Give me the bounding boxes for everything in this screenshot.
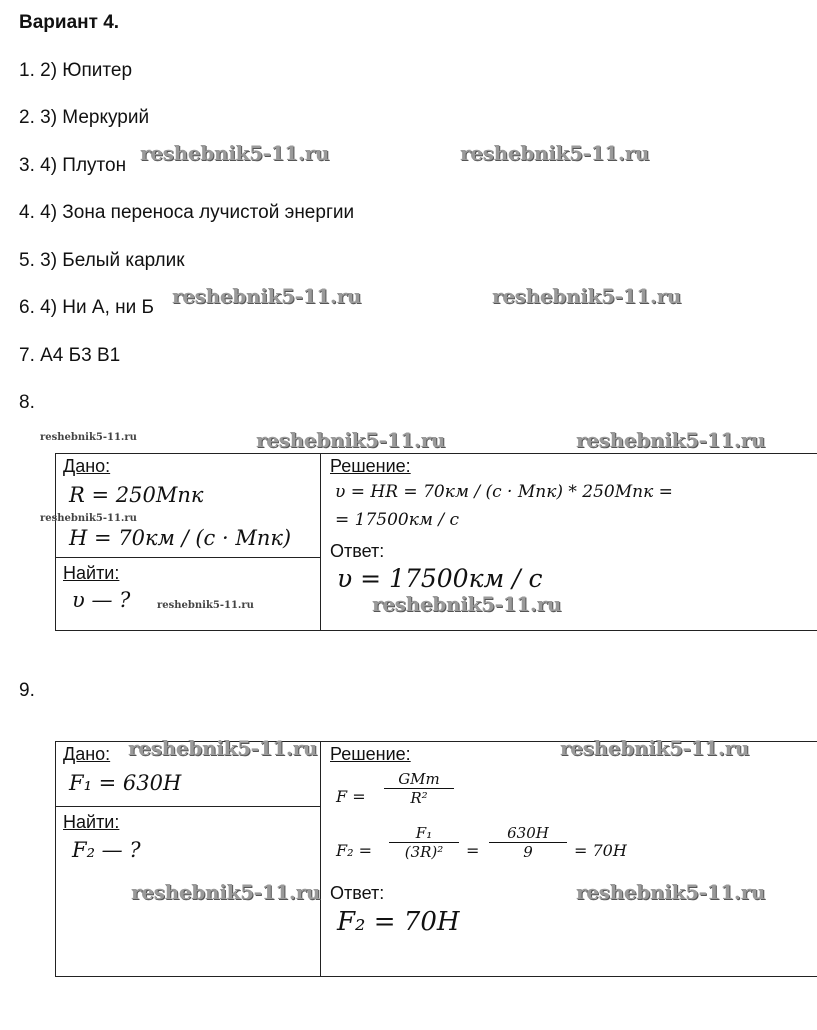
task9-formula1-fraction	[384, 770, 454, 807]
task8-answer-label: Ответ:	[330, 541, 385, 561]
answer-3: 3. 4) Плутон	[19, 155, 127, 176]
answer-7: 7. А4 Б3 В1	[19, 345, 121, 366]
answer-5: 5. 3) Белый карлик	[19, 250, 185, 271]
watermark: reshebnik5-11.ru	[131, 880, 321, 904]
task9-formula2-fraction-2	[489, 824, 567, 861]
task9-formula2-lhs: F₂ =	[336, 841, 373, 860]
task9-formula1-denominator: R²	[410, 789, 428, 807]
watermark: reshebnik5-11.ru	[576, 428, 766, 452]
task8-given-label: Дано:	[63, 456, 111, 476]
watermark: reshebnik5-11.ru	[460, 141, 650, 165]
task8-find-value: υ — ?	[72, 588, 131, 612]
watermark: reshebnik5-11.ru	[576, 880, 766, 904]
watermark: reshebnik5-11.ru	[40, 432, 137, 443]
task8-find-label: Найти:	[63, 563, 120, 583]
task9-formula2-equals: =	[466, 841, 480, 860]
task9-answer-label: Ответ:	[330, 883, 385, 903]
watermark: reshebnik5-11.ru	[372, 592, 562, 616]
task9-formula2-result: = 70H	[574, 841, 627, 860]
watermark: reshebnik5-11.ru	[492, 284, 682, 308]
task9-number: 9.	[19, 680, 35, 701]
task9-formula1-lhs: F =	[336, 787, 366, 806]
watermark: reshebnik5-11.ru	[128, 736, 318, 760]
task9-divider	[320, 741, 321, 977]
task9-find-label: Найти:	[63, 812, 120, 832]
answer-2: 2. 3) Меркурий	[19, 107, 150, 128]
task9-formula1-numerator: GMm	[398, 770, 440, 788]
watermark: reshebnik5-11.ru	[40, 513, 137, 524]
answer-1: 1. 2) Юпитер	[19, 60, 133, 81]
task9-formula2-numerator-1: F₁	[415, 824, 433, 842]
task9-formula2-numerator-2: 630H	[507, 824, 549, 842]
task9-formula2-denominator-2: 9	[523, 843, 533, 861]
task8-given-line-1: R = 250Мпк	[69, 483, 204, 507]
task8-solution-label: Решение:	[330, 456, 411, 476]
task8-divider	[320, 453, 321, 631]
answer-4: 4. 4) Зона переноса лучистой энергии	[19, 202, 355, 223]
task8-given-separator	[55, 557, 320, 558]
task9-formula2-fraction-1	[389, 824, 459, 861]
task8-number: 8.	[19, 392, 35, 413]
watermark: reshebnik5-11.ru	[140, 141, 330, 165]
task9-find-value: F₂ — ?	[72, 838, 141, 862]
task8-given-line-2: H = 70км / (c · Мпк)	[69, 526, 292, 550]
task9-solution-label: Решение:	[330, 744, 411, 764]
task9-answer-value: F₂ = 70H	[337, 907, 460, 937]
watermark: reshebnik5-11.ru	[157, 600, 254, 611]
task9-given-line: F₁ = 630H	[69, 771, 182, 795]
watermark: reshebnik5-11.ru	[560, 736, 750, 760]
task8-answer-value: υ = 17500км / c	[337, 564, 543, 593]
task9-given-separator	[55, 806, 320, 807]
watermark: reshebnik5-11.ru	[172, 284, 362, 308]
watermark: reshebnik5-11.ru	[256, 428, 446, 452]
task9-formula2-denominator-1: (3R)²	[404, 843, 444, 861]
page-title: Вариант 4.	[19, 12, 120, 33]
task9-given-label: Дано:	[63, 744, 111, 764]
task8-solution-line-2: = 17500км / c	[335, 510, 460, 530]
task8-solution-line-1: υ = HR = 70км / (c · Мпк) * 250Мпк =	[335, 482, 673, 502]
answer-6: 6. 4) Ни А, ни Б	[19, 297, 154, 318]
